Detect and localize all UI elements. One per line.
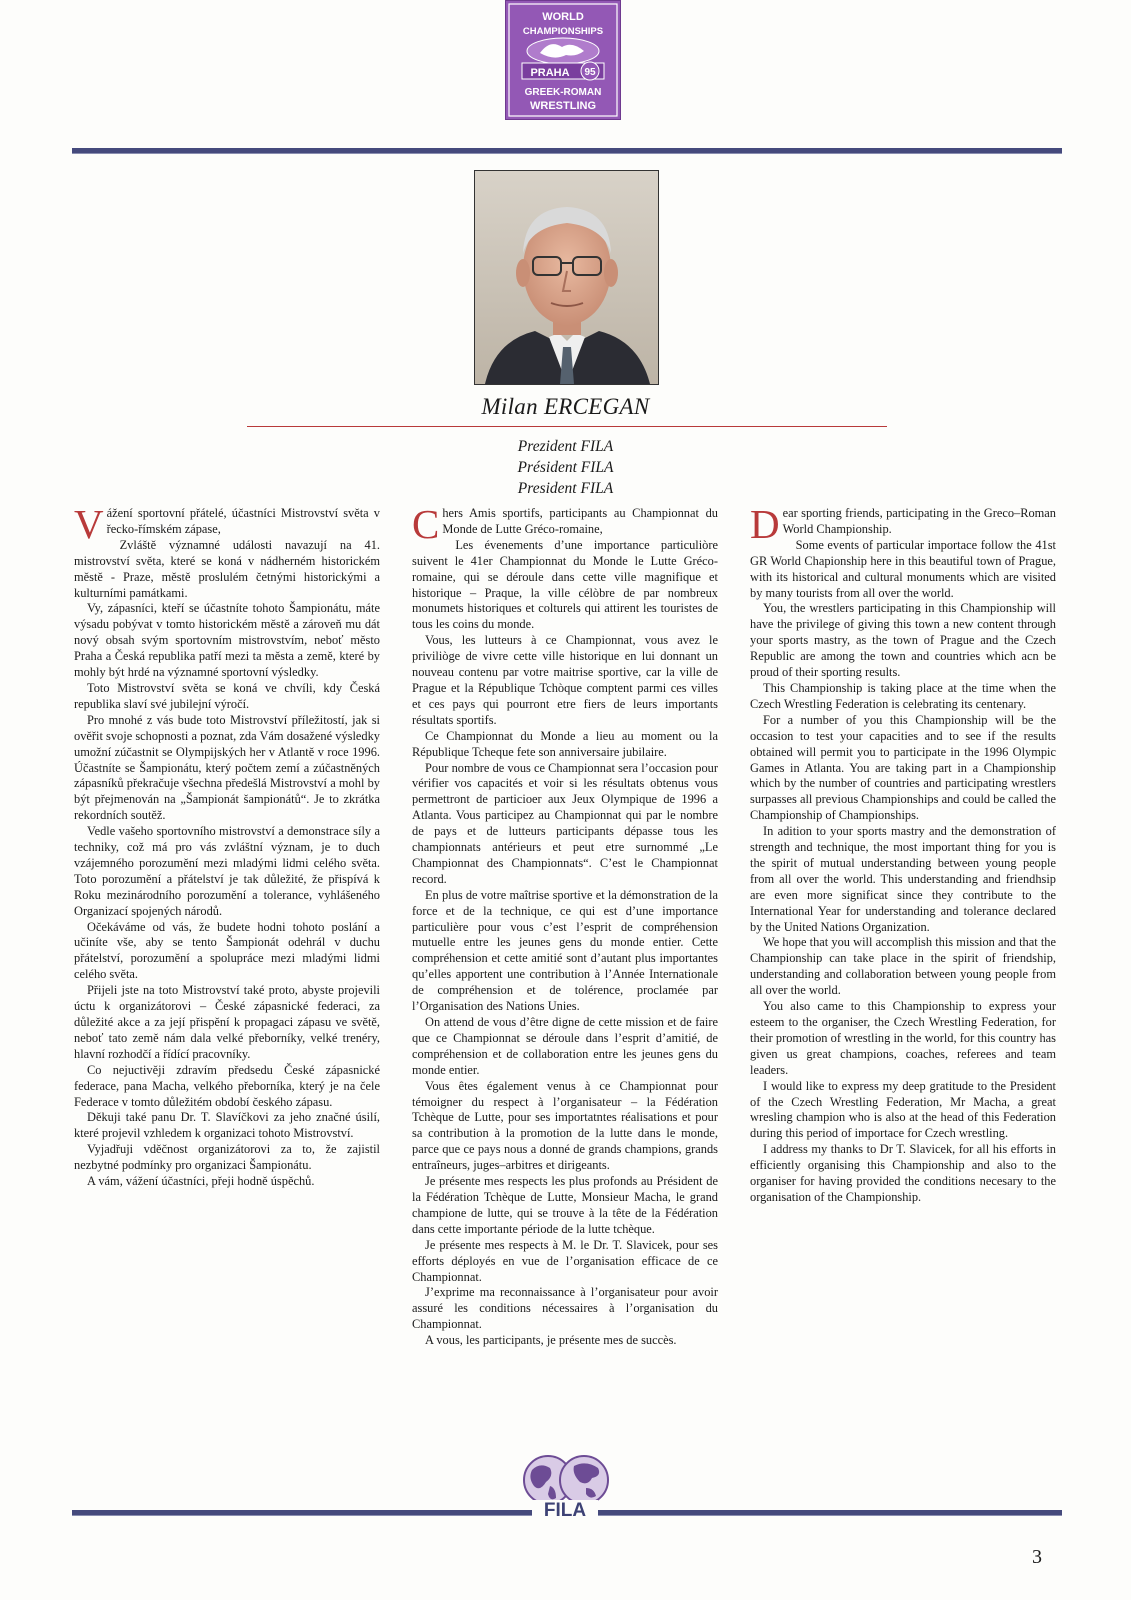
paragraph: Vous, les lutteurs à ce Championnat, vous avez le priviliòge de vivre cette ville historique en lui donnant un nouveau contenu par votre maitrise sportive, car la ville de Prague et la République Tchòque comptent parmi ces villes et ces pays qui pourront etre fiers de leurs importants résultats sportifs.	[412, 633, 718, 727]
paragraph: Chers Amis sportifs, participants au Championnat du Monde de Lutte Gréco-romaine,	[412, 501, 718, 547]
paragraph: Je présente mes respects les plus profonds au Président de la Fédération Tchèque de Lutte, Monsieur Macha, le grand champione de lutte, qui se trouve à la tête de la Fédération dans cette importante période de la lutte tchèque.	[412, 1174, 718, 1236]
paragraph: Je présente mes respects à M. le Dr. T. Slavicek, pour ses efforts déployés en vue de l’organisation efficace de ce Championnat.	[412, 1237, 718, 1284]
author-name: Milan ERCEGAN	[481, 394, 650, 419]
paragraph: Děkuji také panu Dr. T. Slavíčkovi za jeho značné úsilí, které projevil vzhledem k organizaci tohoto Mistrovství.	[74, 1110, 380, 1141]
fila-globe-logo	[510, 1452, 622, 1542]
paragraph: A vám, vážení účastníci, přeji hodně úspěchů.	[87, 1174, 315, 1189]
logo-line-greek-roman: GREEK-ROMAN	[524, 87, 602, 98]
top-rule	[72, 148, 1062, 154]
paragraph: Co nejuctivěji zdravím předsedu České zápasnické federace, pana Macha, velkého přeborníka, který je na čele Federace v tomto důležitém období českého zápasu.	[74, 1062, 380, 1109]
paragraph: Les évenements d’une importance particuliòre suivent le 41er Championnat du Monde le Lutte Gréco-romaine, qui se déroule dans cette ville magnifique et historique – Praque, la ville célòbre de par nombreux monumets historiques et colturels qui attirent les touristes de tous les coins du monde.	[412, 537, 718, 632]
paragraph: We hope that you will accomplish this mission and that the Championship can take place in the spirit of friendship, understanding and collaboration between young people from all over the world.	[750, 935, 1056, 998]
paragraph: Vous êtes également venus à ce Championnat pour témoigner du respect à l’organisateur – la Fédération Tchèque de Lutte, pour ses importatntes réalisations et pour sa contribution à la promotion de la lutte dans le monde, parce que ce pays nous a donné de grands champions, grands entraîneurs, juges–arbitres et dirigeants.	[412, 1078, 718, 1173]
paragraph: This Championship is taking place at the time when the Czech Wrestling Federation is celebrating its centenary.	[750, 680, 1056, 711]
paragraph: Ce Championnat du Monde a lieu au moment ou la République Tcheque fete son anniversaire jubilaire.	[412, 728, 718, 759]
paragraph: Vyjadřuji vděčnost organizátorovi za to, že zajistil nezbytné podmínky pro organizaci Šampionátu.	[74, 1142, 380, 1173]
author-titles	[0, 436, 1131, 499]
title-french: Président FILA	[517, 459, 614, 476]
paragraph: In adition to your sports mastry and the demonstration of strength and technique, the most important thing for you is the spirit of mutual understanding between young people from all over the world. This understanding and friendhsip are even more significat since they contribute to the International Year for understanding and tolerance declared by the United Nations Organization.	[750, 824, 1056, 934]
fila-wordmark: FILA	[532, 1500, 598, 1522]
paragraph: Vážení sportovní přátelé, účastníci Mistrovství světa v řecko-římském zápase,	[74, 501, 380, 547]
english-column	[750, 501, 1056, 1206]
title-english: President FILA	[517, 480, 614, 497]
paragraph: Some events of particular importace follow the 41st GR World Chapionship here in this beautiful town of Prague, with its historical and cultural monuments which are visited by many tourists from all over the world.	[750, 537, 1056, 600]
drop-cap: C	[412, 501, 440, 547]
portrait-photo-art	[475, 171, 658, 384]
paragraph: Vedle vašeho sportovního mistrovství a demonstrace síly a techniky, což má pro vás zvláštní význam, je to duch vzájemného porozumění mezi mladými lidmi celého světa. Toto porozumění a přátelství je tak důležité, že přispívá k Roku mezinárodního porozumění a tolerance, vyhlášeného Organizací spojených národů.	[74, 824, 380, 918]
paragraph: Zvláště významné události navazují na 41. mistrovství světa, které se koná v nádherném historickém městě - Praze, městě proslulém četnými historickými a kulturními památkami.	[74, 537, 380, 600]
paragraph: A vous, les participants, je présente mes de succès.	[425, 1333, 677, 1348]
paragraph: En plus de votre maîtrise sportive et la démonstration de la force et de la technique, ce qui est d’une importance particulière pour vous c’est l’esprit de compréhension mutuelle entre les jeunes gens du monde entier. Cette compréhension et cette amitié sont d’autant plus importantes qu’elles apportent une contribution à l’Année Internationale de compréhension et de tolérence, proclamée par l’Organisation des Nations Unies.	[412, 887, 718, 1014]
paragraph: Očekáváme od vás, že budete hodni tohoto poslání a učiníte vše, aby se tento Šampionát odehrál v duchu přátelství, porozumění a spolupráce mezi mladými lidmi celého světa.	[74, 919, 380, 982]
paragraph: Pour nombre de vous ce Championnat sera l’occasion pour vérifier vos capacités et voir si les résultats obtenus vous permettront de particioer aux Jeux Olympique de 1996 a Atlanta. Vous participez au Championnat qui par le nombre de pays et de lutteurs participants dépasse tous les championnats antérieurs et peut etre surnommé „Le Championnat des Championnats“. C’est le Championnat record.	[412, 760, 718, 886]
paragraph: Dear sporting friends, participating in the Greco–Roman World Championship.	[750, 501, 1056, 547]
french-column	[412, 501, 718, 1349]
paragraph: Přijeli jste na toto Mistrovství také proto, abyste projevili úctu k organizátorovi – České zápasnické federaci, za důležité akce a za její přispění k propagaci zápasu ve světě, neboť tato země nám dala velké přeborníky, velké trenéry, hlavní rozhodčí a řídící pracovníky.	[74, 983, 380, 1061]
drop-cap: D	[750, 501, 780, 547]
title-czech: Prezident FILA	[517, 438, 614, 455]
paragraph: Vy, zápasníci, kteří se účastníte tohoto Šampionátu, máte výsadu pobývat v tomto historickém městě a zároveň mu dát nový obsah svým sportovním mistrovstvím, neboť město Praha a Česká republika patří mezi ta města a země, které by mohly být hrdé na významné sportovní výsledky.	[74, 601, 380, 680]
paragraph: J’exprime ma reconnaissance à l’organisateur pour avoir assuré les conditions nécessaires à l’organisation du Championnat.	[412, 1285, 718, 1332]
page-number: 3	[1032, 1546, 1042, 1568]
logo-year: 95	[584, 67, 596, 78]
logo-line-world: WORLD	[542, 11, 584, 23]
name-divider	[247, 426, 887, 427]
wrestlers-icon	[527, 38, 599, 64]
championship-logo	[505, 0, 621, 120]
portrait-photo	[474, 170, 659, 385]
paragraph: You, the wrestlers participating in this Championship will have the privilege of giving this town a new content through your sports mastry, as the town of Prague and the Czech Republic are among the town and countries which acn be proud of their sporting results.	[750, 601, 1056, 680]
paragraph: I would like to express my deep gratitude to the President of the Czech Wrestling Federation, Mr Macha, a great wresling champion who is also at the head of this Federation during this period of importace for Czech wrestling.	[750, 1078, 1056, 1141]
logo-line-championships: CHAMPIONSHIPS	[522, 26, 604, 37]
paragraph: Pro mnohé z vás bude toto Mistrovství příležitostí, jak si ověřit svoje schopnosti a poznat, zda Vám dosažené výsledky umožní zúčastnit se Olympijských her v Atlantě v roce 1996. Účastníte se Šampionátu, který počtem zemí a zúčastněných zápasníků překračuje všechna předešlá Mistrovství a mohl by být přejmenován na „Šampionát šampionátů“. Je to zkrátka rekordních soutěž.	[74, 712, 380, 823]
paragraph: For a number of you this Championship will be the occasion to test your capacities and to see if the results obtained will permit you to participate in the 1996 Olympic Games in Atlanta. You are taking part in a Championship which by the number of countries and participating wrestlers surpasses all previous Championships and could be called the Championship of Championships.	[750, 712, 1056, 823]
paragraph: I address my thanks to Dr T. Slavicek, for all his efforts in efficiently organising this Championship and also to the organiser for having provided the conditions necesary to the organisation of the Championship.	[750, 1142, 1056, 1204]
paragraph: Toto Mistrovství světa se koná ve chvíli, kdy Česká republika slaví své jubilejní výročí.	[74, 680, 380, 711]
logo-line-wrestling: WRESTLING	[530, 100, 596, 112]
championship-logo-art	[506, 1, 620, 119]
czech-column	[74, 501, 380, 1190]
paragraph: You also came to this Championship to express your esteem to the organiser, the Czech Wrestling Federation, for their promotion of wrestling in the world, for this country has given us great champions, coaches, referees and team leaders.	[750, 999, 1056, 1077]
drop-cap: V	[74, 501, 104, 547]
logo-city: PRAHA	[530, 67, 570, 79]
paragraph: On attend de vous d’être digne de cette mission et de faire que ce Championnat se déroule dans l’esprit d’amitié, de compréhension et de collaboration entre les jeunes gens du monde entier.	[412, 1015, 718, 1077]
